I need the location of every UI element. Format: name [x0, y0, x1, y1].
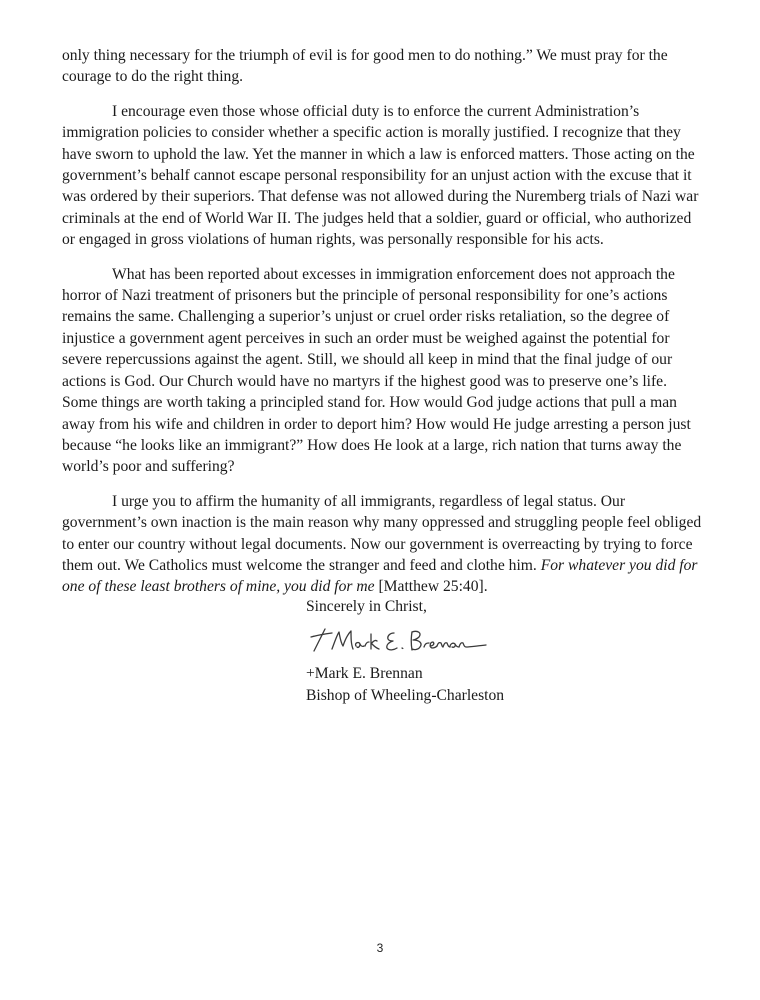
signer-block: [306, 663, 726, 706]
handwritten-signature: [308, 623, 498, 663]
paragraph-personal-responsibility: I encourage even those whose official duty is to enforce the current Administration’s immigration policies to consider whether a specific action is morally justified. I recognize that they have sworn to uphold the law. Yet the manner in which a law is enforced matters. Those acting on the government’s behalf cannot escape personal responsibility for an unjust action with the excuse that it was ordered by their superiors. That defense was not allowed during the Nuremberg trials of Nazi war criminals at the end of World War II. The judges held that a soldier, guard or official, who authorized or engaged in gross violations of human rights, was personally responsible for his acts.: [62, 102, 699, 249]
paragraph-continued: only thing necessary for the triumph of evil is for good men to do nothing.” We must pray for the courage to do the right thing.: [62, 47, 668, 86]
signer-title: Bishop of Wheeling-Charleston: [306, 686, 505, 704]
paragraph-affirm-humanity: [62, 491, 702, 598]
paragraph-affirm-humanity-text: I urge you to affirm the humanity of all immigrants, regardless of legal status. Our government’s own inaction is the main reason why many oppressed and struggling people feel obliged to enter our country without legal documents. Now our government is overreacting by trying to force them out. We Catholics must welcome the stranger and feed and clothe him.: [62, 492, 702, 574]
signer-name: +Mark E. Brennan: [306, 665, 423, 683]
closing-salutation: Sincerely in Christ,: [306, 598, 427, 615]
page-number: 3: [376, 941, 384, 955]
scripture-citation: [Matthew 25:40].: [374, 578, 488, 596]
paragraph-final-judge: What has been reported about excesses in immigration enforcement does not approach the horror of Nazi treatment of prisoners but the principle of personal responsibility for one’s actions remains the same. Challenging a superior’s unjust or cruel order risks retaliation, so the degree of injustice a government agent perceives in such an order must be weighed against the potential for severe repercussions against the agent. Still, we should all keep in mind that the final judge of our actions is God. Our Church would have no martyrs if the highest good was to preserve one’s life. Some things are worth taking a principled stand for. How would God judge actions that pull a man away from his wife and children in order to deport him? How would He judge arresting a person just because “he looks like an immigrant?” How does He look at a large, rich nation that turns away the world’s poor and suffering?: [62, 265, 691, 476]
scripture-quote: For whatever you did for one of these least brothers of mine, you did for me: [62, 556, 698, 596]
letter-body: [62, 45, 702, 611]
closing-block: [306, 596, 726, 706]
